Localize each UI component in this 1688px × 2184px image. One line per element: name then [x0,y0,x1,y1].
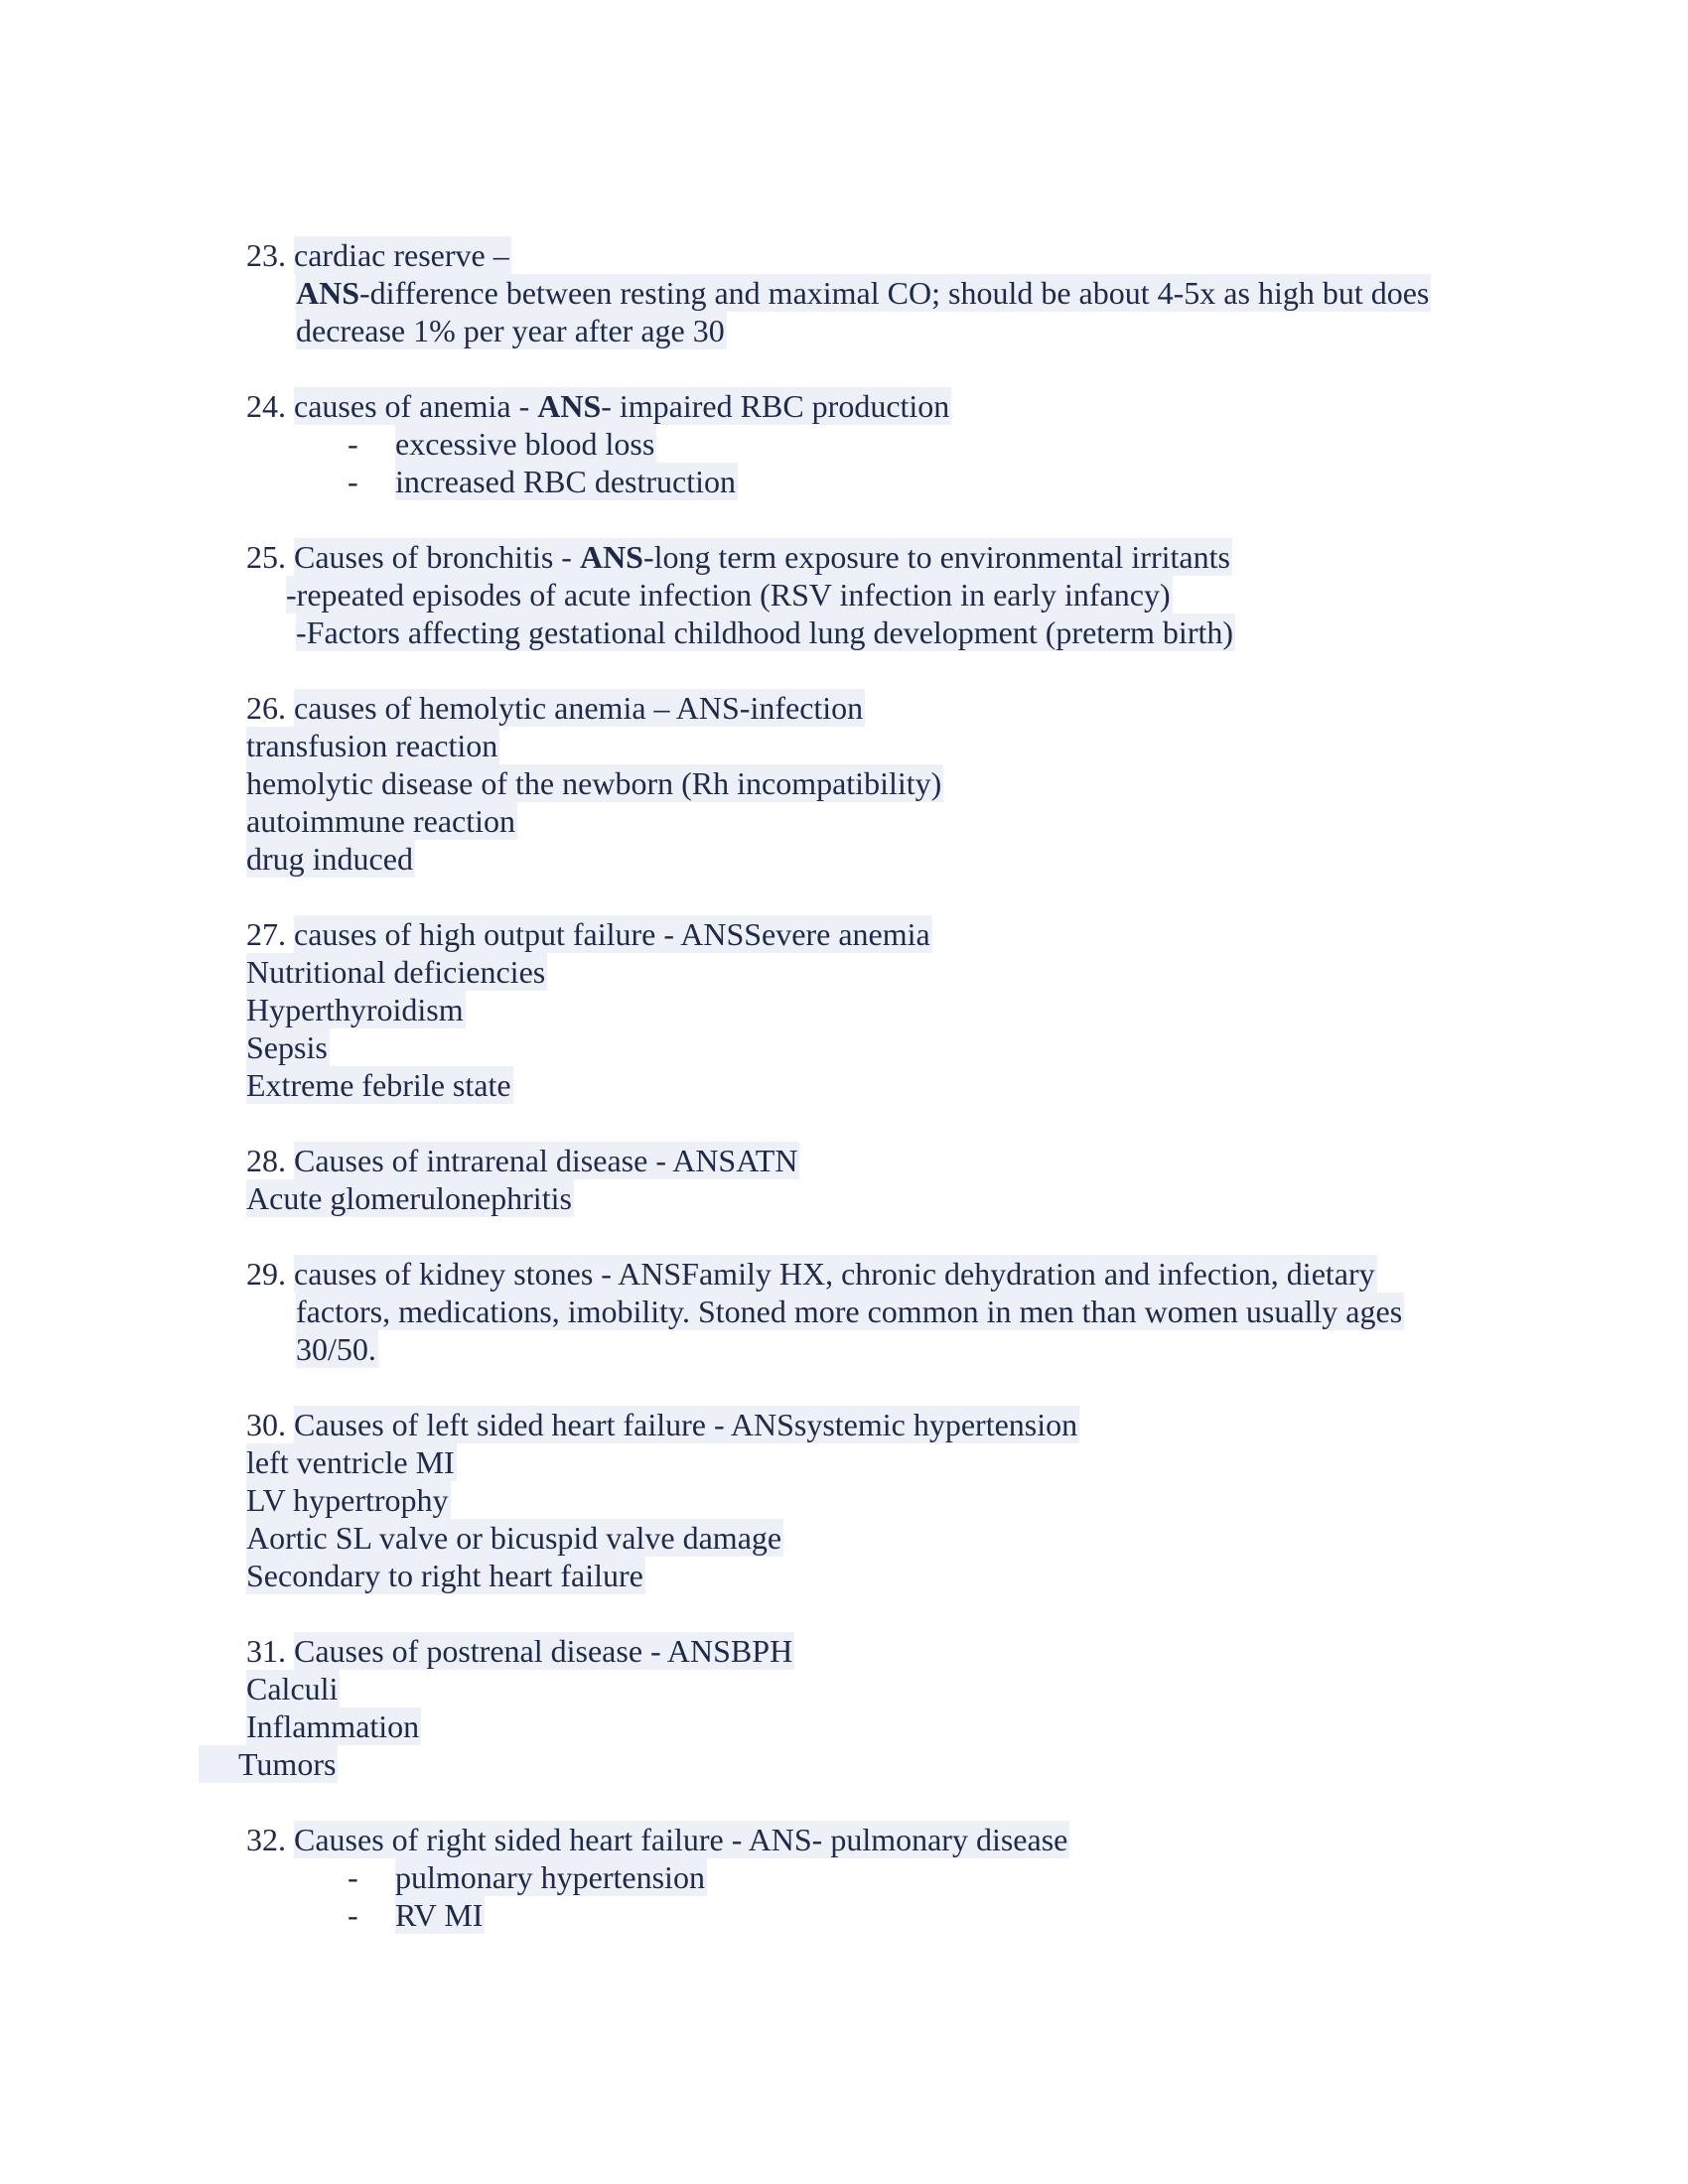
item-25-line-2 [286,576,1173,614]
item-29-line-1 [246,1255,1377,1293]
ans-label: ANS [296,275,360,311]
item-title: cardiac reserve – [294,237,509,273]
item-23-answer-line-1 [296,274,1431,312]
bullet-dash: - [348,1897,358,1933]
list-item [246,1443,457,1481]
item-30-title [246,1406,1079,1443]
item-23-title [246,236,511,274]
list-item [246,727,499,764]
list-item [246,1557,645,1594]
bullet-dash: - [348,426,358,462]
item-title: causes of kidney stones - ANSFamily HX, chronic dehydration and infection, dietary [294,1256,1375,1292]
item-number: 23. [246,237,286,273]
ans-label: ANS [537,388,602,424]
list-item [246,1670,340,1707]
list-text: Acute glomerulonephritis [246,1180,572,1216]
bullet-item [395,463,738,500]
item-23-answer-line-2 [296,312,727,349]
item-29-line-2 [296,1293,1404,1330]
list-text: drug induced [246,841,413,877]
item-26-title [246,689,865,727]
bullet-text: increased RBC destruction [395,464,737,499]
item-number: 29. [246,1256,286,1292]
item-number: 26. [246,690,286,726]
answer-text: -difference between resting and maximal CO; should be about 4-5x as high but does [359,275,1430,311]
bullet-item [395,1858,707,1896]
list-text: Sepsis [246,1029,328,1065]
item-24-title [246,387,951,425]
list-text: Extreme febrile state [246,1067,511,1103]
item-31-title [246,1632,794,1670]
item-title: causes of high output failure - ANSSevere anemia [294,916,930,952]
list-text: LV hypertrophy [246,1482,449,1518]
list-text: Inflammation [246,1708,420,1744]
list-text: Tumors [199,1745,338,1783]
item-25-line-3 [296,614,1235,651]
item-number: 28. [246,1143,286,1178]
list-item [246,1707,421,1745]
item-number: 31. [246,1633,286,1669]
answer-text: 30/50. [296,1331,376,1367]
list-item [246,953,547,991]
item-27-title [246,915,932,953]
list-item [246,991,466,1028]
item-number: 25. [246,539,286,575]
answer-text: - impaired RBC production [601,388,950,424]
list-text: hemolytic disease of the newborn (Rh incompatibility) [246,765,942,801]
answer-text: decrease 1% per year after age 30 [296,313,725,348]
item-29-line-3 [296,1330,378,1368]
item-title: Causes of postrenal disease - ANSBPH [294,1633,793,1669]
answer-text: -Factors affecting gestational childhood lung development (preterm birth) [296,614,1234,650]
item-title: Causes of intrarenal disease - ANSATN [294,1143,798,1178]
list-text: Secondary to right heart failure [246,1558,643,1593]
item-title: Causes of right sided heart failure - ANS- pulmonary disease [294,1822,1068,1857]
item-number: 27. [246,916,286,952]
list-item [246,1179,574,1217]
item-title: Causes of bronchitis - [294,539,580,575]
bullet-dash: - [348,464,358,499]
list-text: Calculi [246,1671,339,1706]
list-text: Hyperthyroidism [246,992,464,1027]
list-item [246,764,943,802]
bullet-item [395,425,656,463]
list-text: left ventricle MI [246,1444,455,1480]
list-text: autoimmune reaction [246,803,516,839]
list-item [246,1519,783,1557]
item-number: 24. [246,388,286,424]
list-item [246,802,517,840]
list-item [246,1481,451,1519]
list-item [246,1066,513,1104]
answer-text: -repeated episodes of acute infection (RSV infection in early infancy) [286,577,1171,613]
item-number: 30. [246,1407,286,1442]
item-25-title [246,538,1232,576]
list-text: Nutritional deficiencies [246,954,546,990]
bullet-text: pulmonary hypertension [395,1859,705,1895]
bullet-text: RV MI [395,1897,484,1933]
ans-label: ANS [579,539,643,575]
item-title: causes of hemolytic anemia – ANS-infection [294,690,864,726]
bullet-text: excessive blood loss [395,426,655,462]
item-28-title [246,1142,799,1179]
item-32-title [246,1821,1069,1858]
answer-text: -long term exposure to environmental irritants [642,539,1230,575]
answer-text: factors, medications, imobility. Stoned more common in men than women usually ages [296,1294,1403,1329]
list-text: Aortic SL valve or bicuspid valve damage [246,1520,782,1556]
list-item [246,1028,330,1066]
item-number: 32. [246,1822,286,1857]
list-item [199,1745,338,1783]
list-text: transfusion reaction [246,728,498,763]
bullet-item [395,1896,485,1934]
bullet-dash: - [348,1859,358,1895]
list-item [246,840,415,878]
item-title: Causes of left sided heart failure - ANSsystemic hypertension [294,1407,1078,1442]
item-title: causes of anemia - [294,388,538,424]
